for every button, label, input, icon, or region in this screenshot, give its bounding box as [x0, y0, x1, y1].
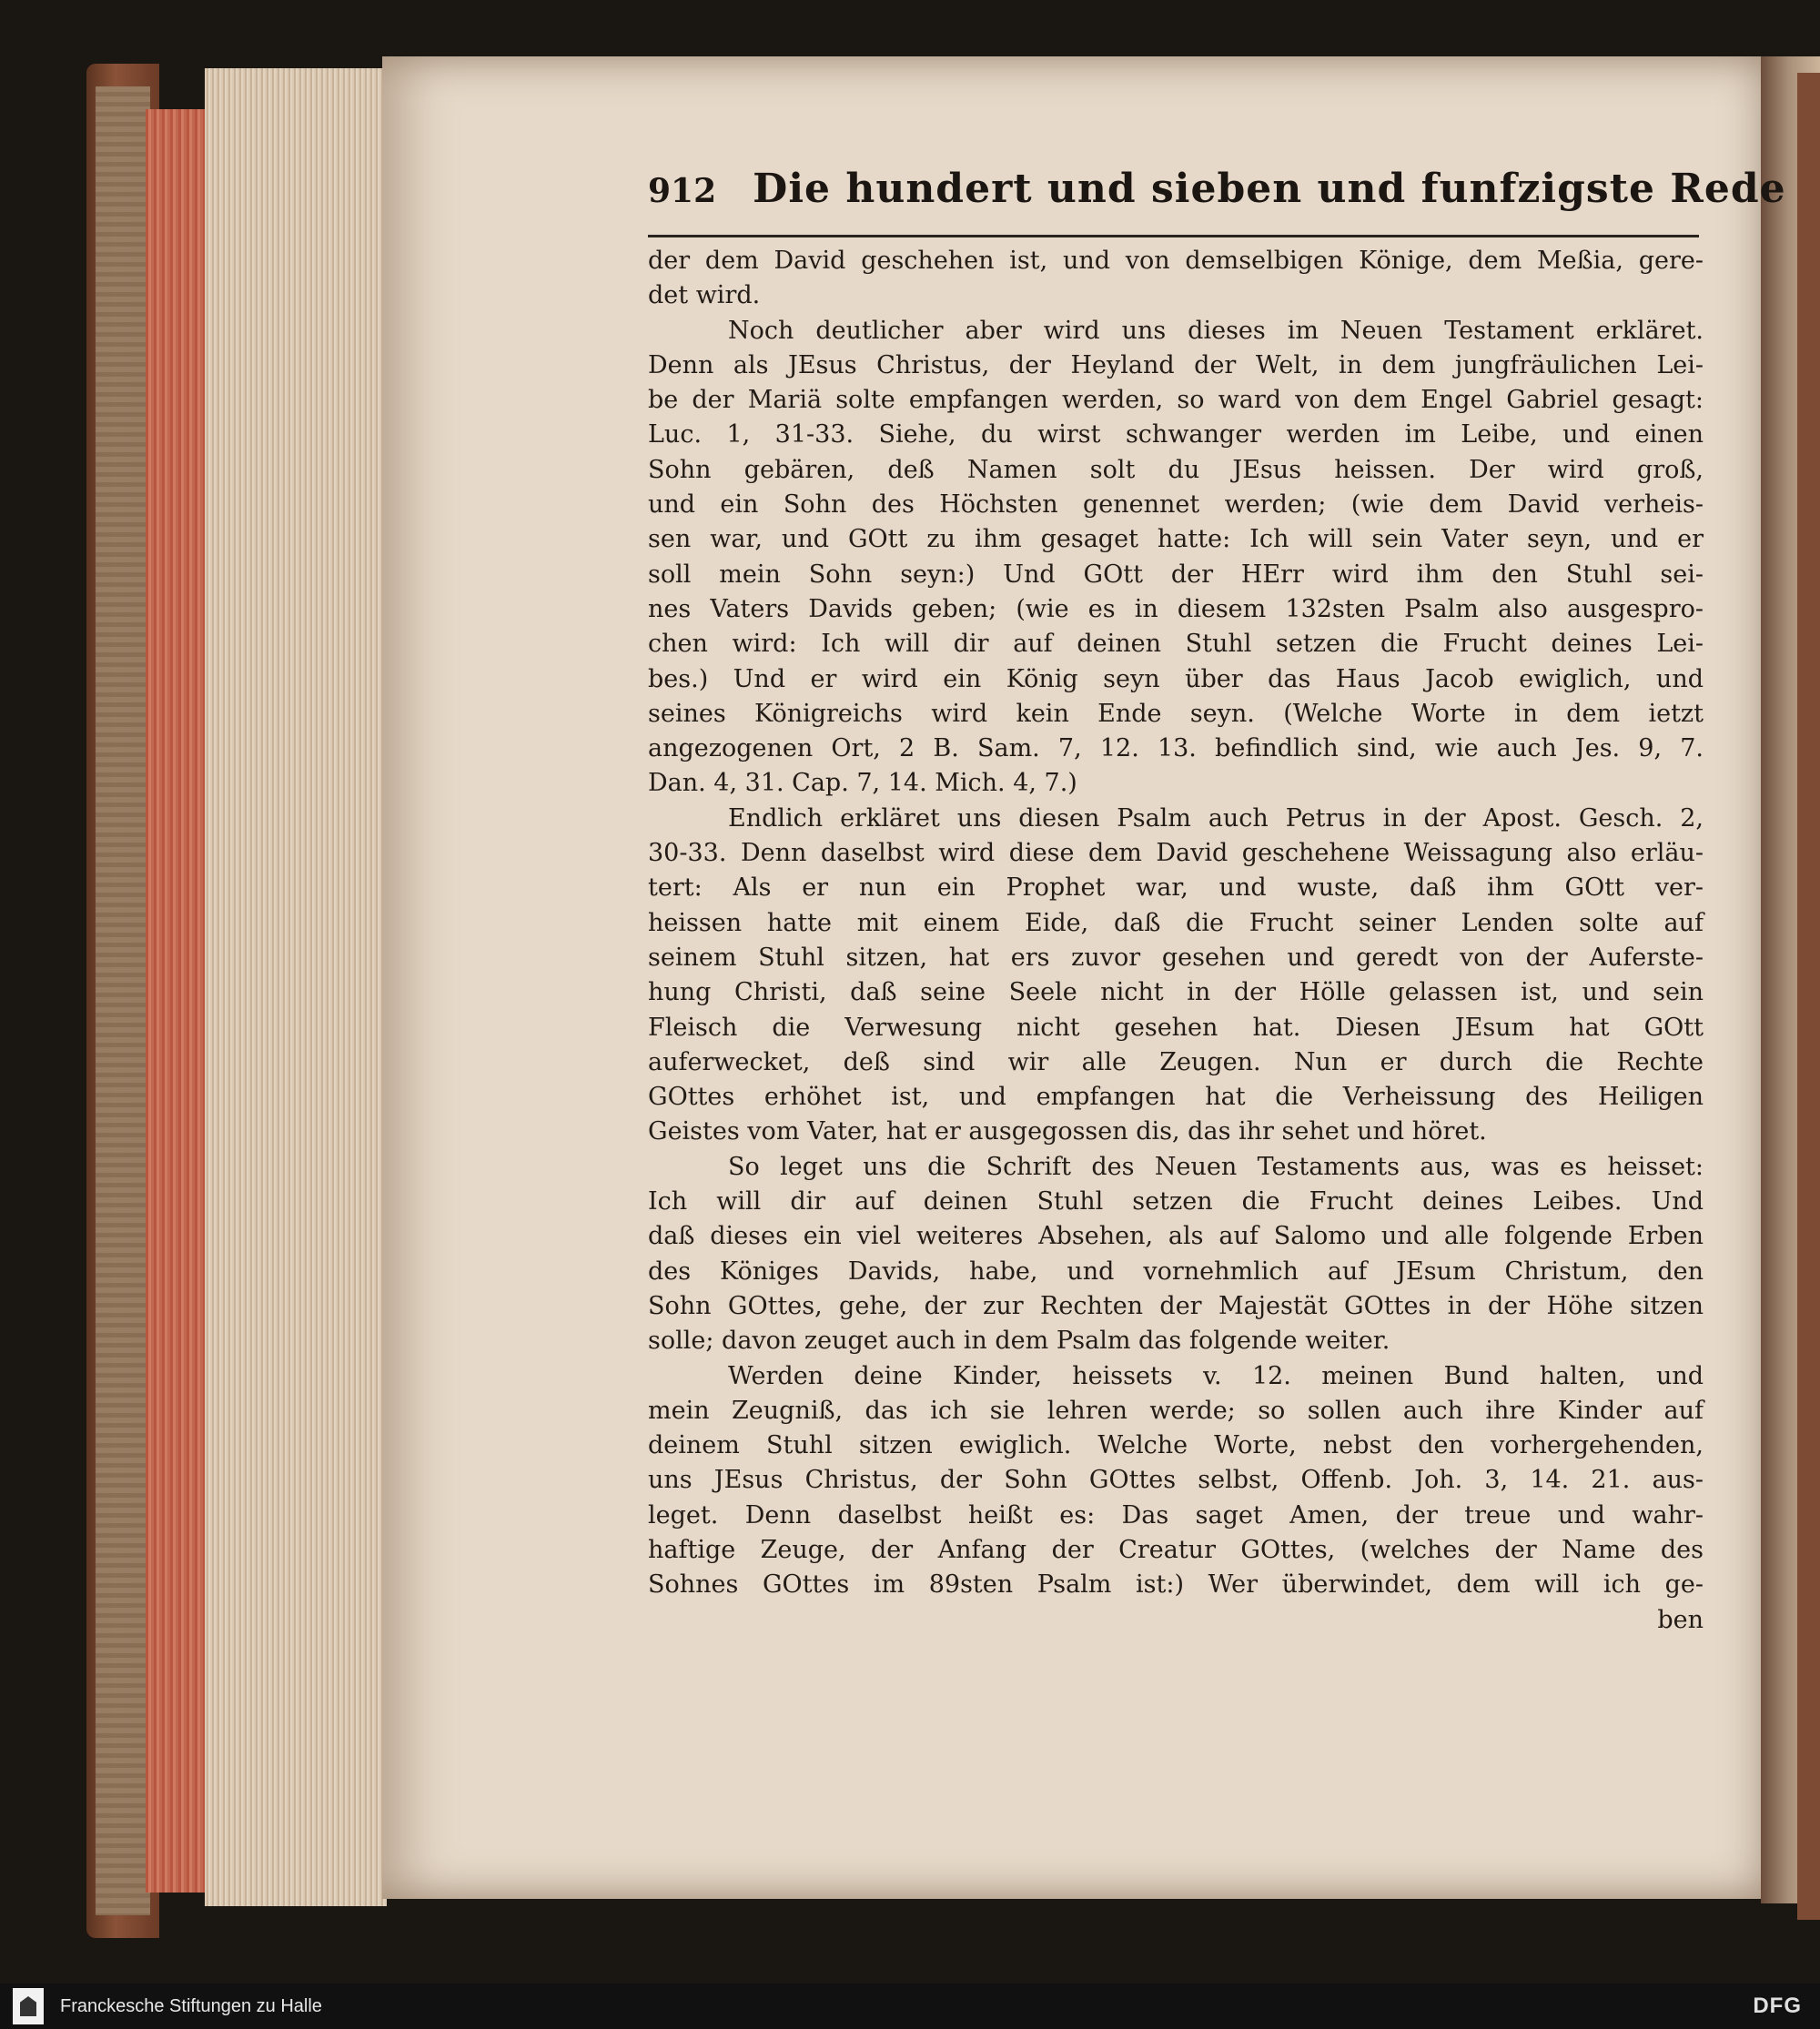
text-line: mein Zeugniß, das ich sie lehren werde; so sollen auch ihre Kinder auf — [648, 1396, 1704, 1425]
text-line: haftige Zeuge, der Anfang der Creatur GOttes, (welches der Name des — [648, 1535, 1704, 1564]
text-line: des Königes Davids, habe, und vornehmlich auf JEsum Christum, den — [648, 1257, 1704, 1286]
text-line: heissen hatte mit einem Eide, daß die Frucht seiner Lenden solte auf — [648, 908, 1704, 937]
text-line: GOttes erhöhet ist, und empfangen hat die Verheissung des Heiligen — [648, 1083, 1704, 1112]
text-line: deinem Stuhl sitzen ewiglich. Welche Worte, nebst den vorhergehenden, — [648, 1431, 1704, 1460]
page-stack — [205, 68, 387, 1906]
text-line: tert: Als er nun ein Prophet war, und wuste, daß ihm GOtt ver- — [648, 873, 1704, 903]
text-line: seines Königreichs wird kein Ende seyn. (Welche Worte in dem ietzt — [648, 699, 1704, 728]
text-line: solle; davon zeuget auch in dem Psalm das folgende weiter. — [648, 1327, 1390, 1356]
page-number: 912 — [648, 172, 717, 210]
text-line: auferwecket, deß sind wir alle Zeugen. Nun er durch die Rechte — [648, 1047, 1704, 1076]
text-line: angezogenen Ort, 2 B. Sam. 7, 12. 13. befindlich sind, wie auch Jes. 9, 7. — [648, 734, 1704, 763]
text-line: Geistes vom Vater, hat er ausgegossen dis, das ihr sehet und höret. — [648, 1117, 1487, 1146]
text-line: soll mein Sohn seyn:) Und GOtt der HErr wird ihm den Stuhl sei- — [648, 560, 1704, 589]
text-line: leget. Denn daselbst heißt es: Das saget Amen, der treue und wahr- — [648, 1500, 1704, 1529]
text-line: 30-33. Denn daselbst wird diese dem David geschehene Weissagung also erläu- — [648, 839, 1704, 868]
text-line: nes Vaters Davids geben; (wie es in diesem 132sten Psalm also ausgespro- — [648, 594, 1704, 623]
text-line: Denn als JEsus Christus, der Heyland der Welt, in dem jungfräulichen Lei- — [648, 350, 1704, 379]
running-head-title: Die hundert und sieben und funfzigste Rede — [753, 166, 1786, 212]
text-line: So leget uns die Schrift des Neuen Testaments aus, was es heisset: — [728, 1152, 1704, 1181]
marbled-board — [96, 86, 150, 1915]
dfg-logo[interactable]: DFG — [1753, 1994, 1802, 2018]
text-line: daß dieses ein viel weiteres Absehen, als auf Salomo und alle folgende Erben — [648, 1222, 1704, 1251]
text-line: und ein Sohn des Höchsten genennet werden; (wie dem David verheis- — [648, 490, 1704, 520]
text-line: Dan. 4, 31. Cap. 7, 14. Mich. 4, 7.) — [648, 769, 1077, 798]
text-line: hung Christi, daß seine Seele nicht in der Hölle gelassen ist, und sein — [648, 978, 1704, 1007]
book-cover-right — [1797, 73, 1820, 1920]
text-line: Noch deutlicher aber wird uns dieses im Neuen Testament erkläret. — [728, 316, 1704, 345]
body-text — [648, 244, 1704, 1638]
text-line: Sohn GOttes, gehe, der zur Rechten der Majestät GOttes in der Höhe sitzen — [648, 1291, 1704, 1320]
text-line: Luc. 1, 31-33. Siehe, du wirst schwanger werden im Leibe, und einen — [648, 420, 1704, 449]
text-line: Sohnes GOttes im 89sten Psalm ist:) Wer überwindet, dem will ich ge- — [648, 1570, 1704, 1600]
red-page-edge — [146, 109, 209, 1893]
running-head — [648, 166, 1786, 229]
text-line: Endlich erkläret uns diesen Psalm auch Petrus in der Apost. Gesch. 2, — [728, 803, 1704, 833]
head-rule — [648, 235, 1699, 237]
institution-link[interactable]: Franckesche Stiftungen zu Halle — [60, 1995, 322, 2016]
text-line: Sohn gebären, deß Namen solt du JEsus heissen. Der wird groß, — [648, 455, 1704, 484]
text-line: Ich will dir auf deinen Stuhl setzen die Frucht deines Leibes. Und — [648, 1187, 1704, 1216]
text-line: chen wird: Ich will dir auf deinen Stuhl setzen die Frucht deines Lei- — [648, 630, 1704, 659]
text-line: uns JEsus Christus, der Sohn GOttes selbst, Offenb. Joh. 3, 14. 21. aus- — [648, 1466, 1704, 1495]
francke-logo-icon[interactable] — [13, 1988, 44, 2024]
text-line: sen war, und GOtt zu ihm gesaget hatte: Ich will sein Vater seyn, und er — [648, 525, 1704, 554]
viewer-footer — [0, 1984, 1820, 2029]
logo-emblem — [20, 1996, 36, 2016]
text-line: seinem Stuhl sitzen, hat ers zuvor gesehen und geredt von der Auferste- — [648, 943, 1704, 972]
text-line: be der Mariä solte empfangen werden, so ward von dem Engel Gabriel gesagt: — [648, 386, 1704, 415]
text-line: bes.) Und er wird ein König seyn über das Haus Jacob ewiglich, und — [648, 664, 1704, 693]
text-line: det wird. — [648, 281, 761, 310]
text-line: Fleisch die Verwesung nicht gesehen hat. Diesen JEsum hat GOtt — [648, 1013, 1704, 1042]
text-line: Werden deine Kinder, heissets v. 12. meinen Bund halten, und — [728, 1361, 1704, 1390]
catchword: ben — [1657, 1605, 1704, 1634]
text-line: der dem David geschehen ist, und von demselbigen Könige, dem Meßia, gere- — [648, 247, 1704, 275]
